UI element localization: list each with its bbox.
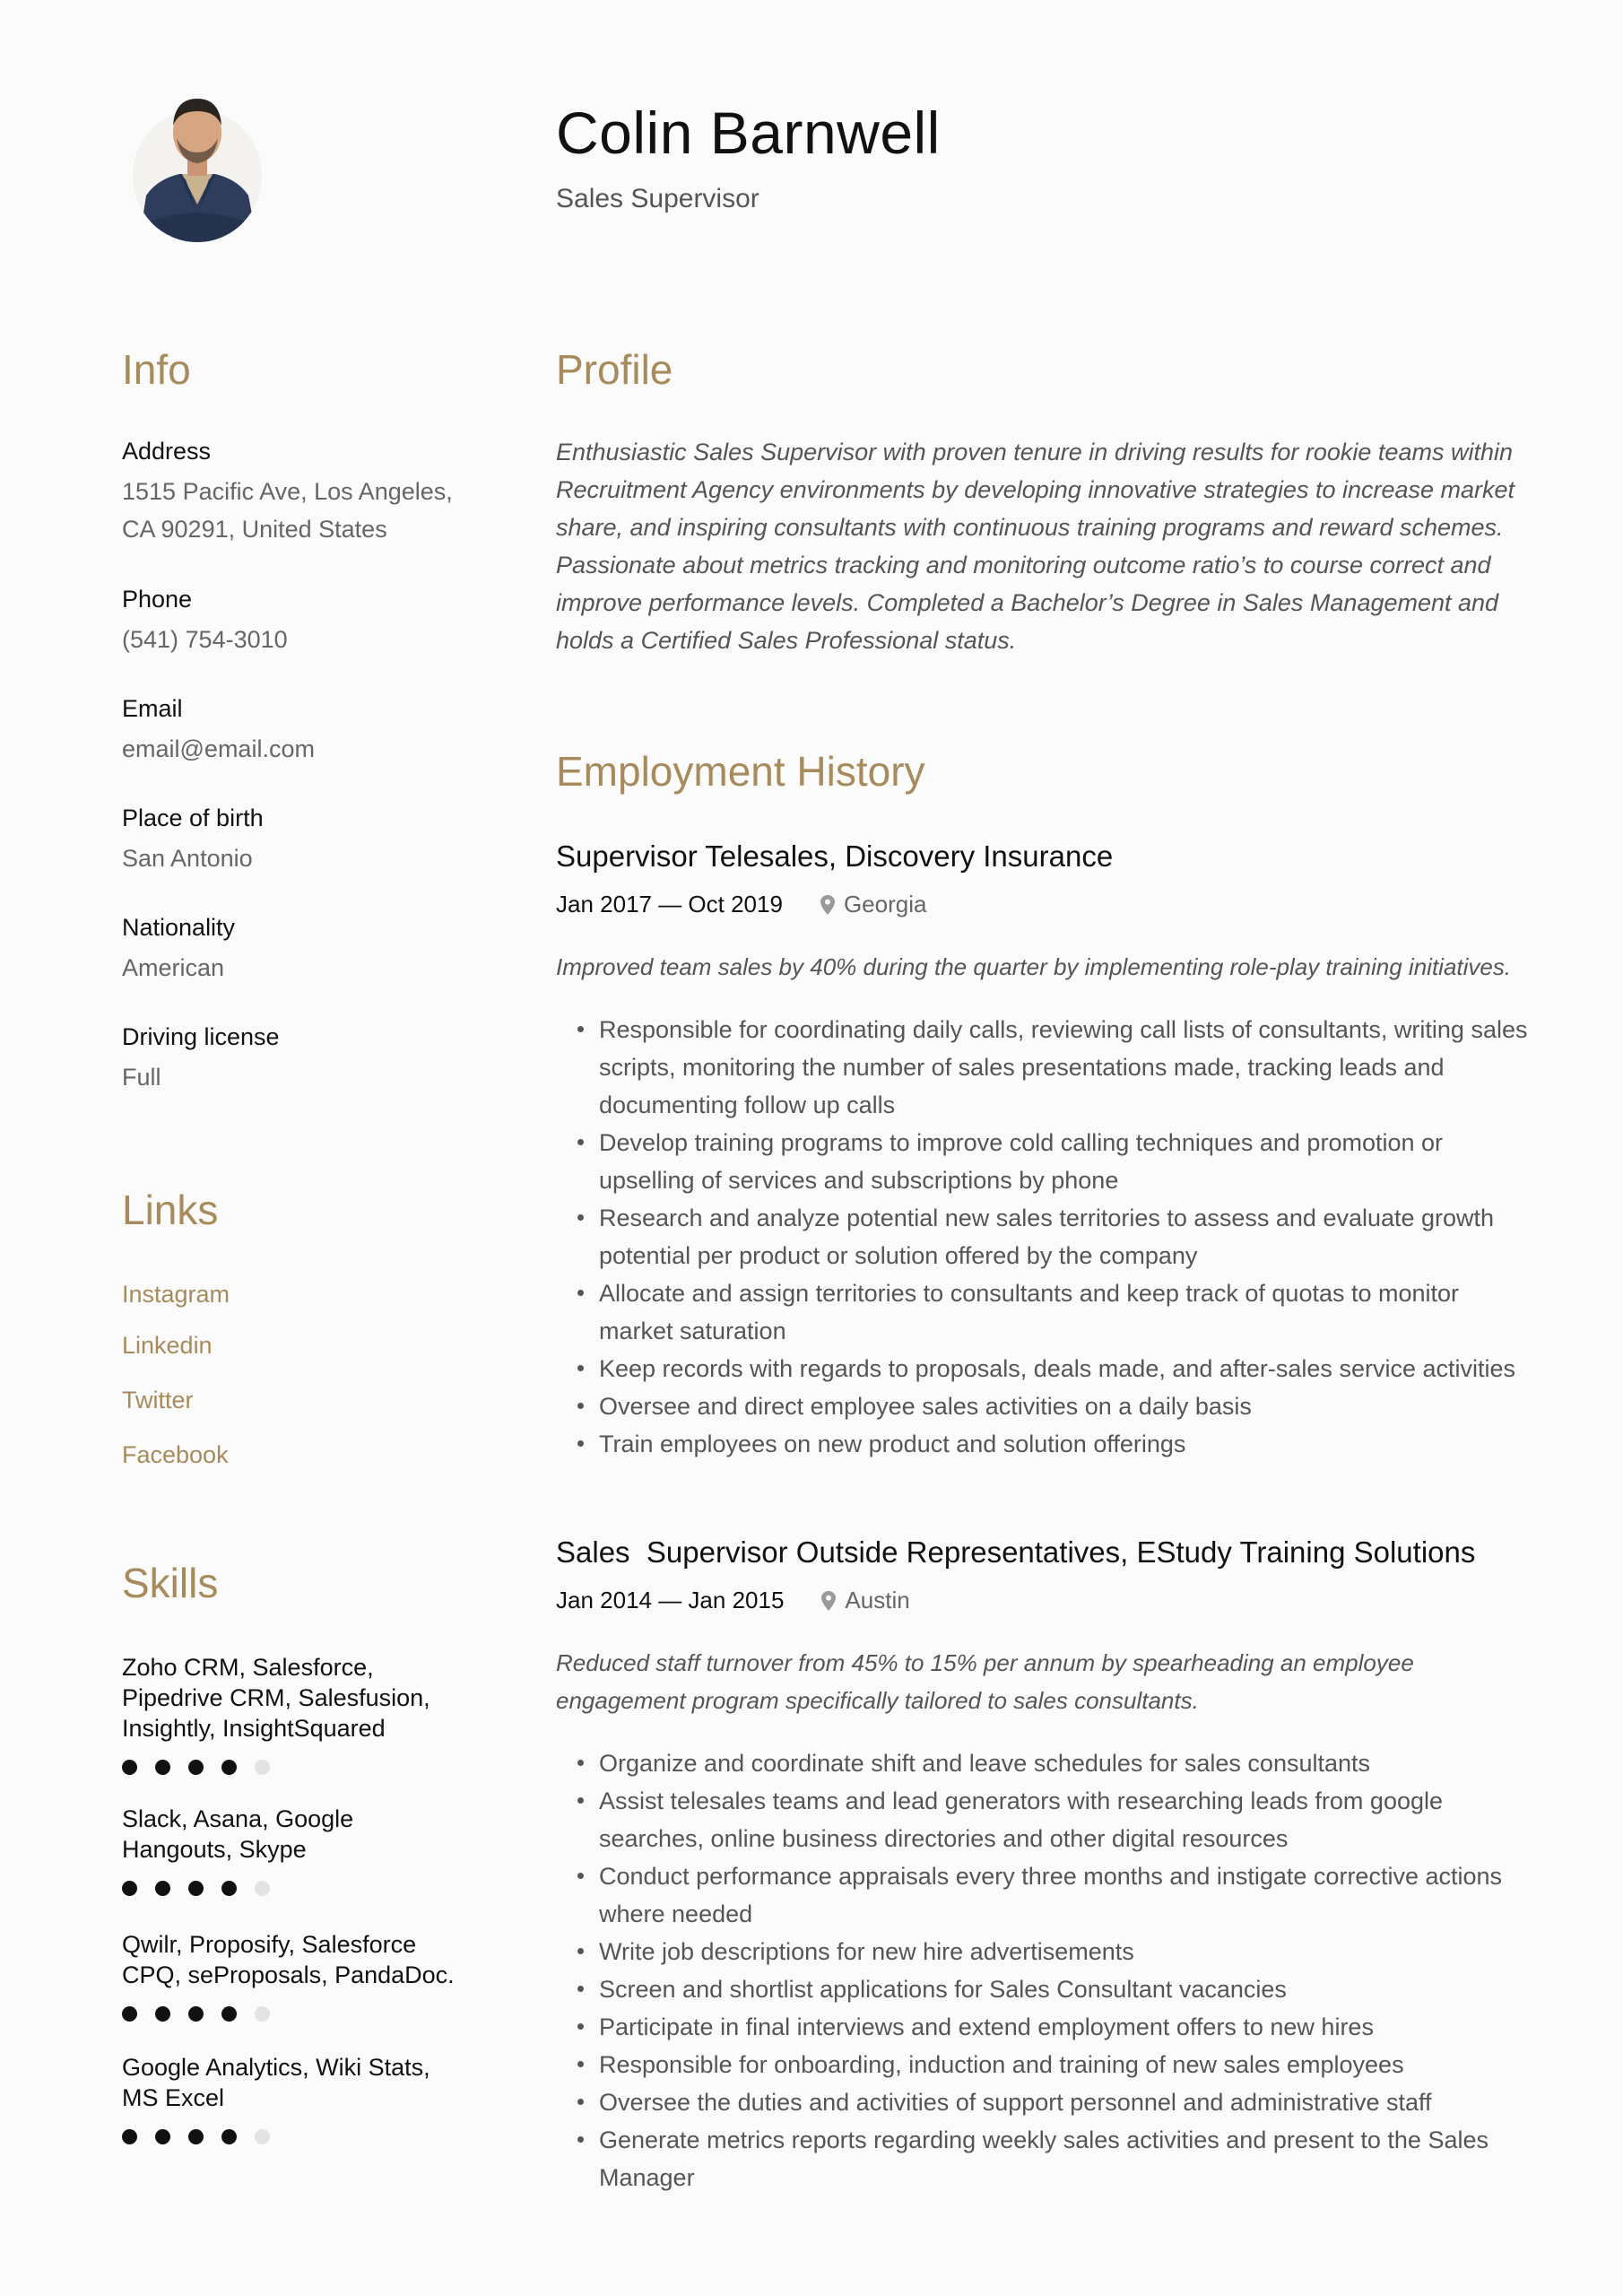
skill-level — [122, 2006, 463, 2022]
email-label: Email — [122, 695, 183, 722]
skill-dot-empty — [255, 2129, 270, 2144]
address-label: Address — [122, 438, 212, 465]
skill-dot-filled — [221, 1881, 237, 1896]
links-heading: Links — [122, 1187, 219, 1233]
list-item: Responsible for onboarding, induction and training of new sales employees — [556, 2046, 1533, 2083]
job-location-text: Georgia — [843, 891, 927, 918]
list-item: Research and analyze potential new sales territories to assess and evaluate growth potential per product or solution offered by the company — [556, 1199, 1533, 1274]
job-location-text: Austin — [845, 1587, 910, 1613]
skill-name-line: Zoho CRM, Salesforce, — [122, 1654, 374, 1681]
link-instagram[interactable]: Instagram — [122, 1281, 230, 1308]
skill-dot-filled — [221, 1760, 237, 1775]
job-summary: Reduced staff turnover from 45% to 15% per annum by spearheading an employee engagement program specifically tailored to sales consultants. — [556, 1649, 1414, 1714]
candidate-name: Colin Barnwell — [556, 100, 941, 166]
birth-label: Place of birth — [122, 804, 264, 831]
skill-level — [122, 1881, 463, 1896]
list-item: Develop training programs to improve cold calling techniques and promotion or upselling of services and subscriptions by phone — [556, 1124, 1533, 1199]
list-item: Write job descriptions for new hire advertisements — [556, 1933, 1533, 1970]
job-location — [821, 1587, 909, 1614]
skill-level — [122, 2129, 463, 2144]
skill-dot-filled — [122, 2129, 137, 2144]
location-pin-icon — [820, 895, 835, 915]
nationality-label: Nationality — [122, 914, 236, 941]
skill-item — [122, 2052, 463, 2144]
link-facebook[interactable]: Facebook — [122, 1441, 229, 1468]
list-item: Conduct performance appraisals every three months and instigate corrective actions where needed — [556, 1857, 1533, 1933]
profile-photo — [130, 79, 265, 242]
birth-value: San Antonio — [122, 845, 253, 872]
license-value: Full — [122, 1064, 161, 1091]
skill-name-line: Qwilr, Proposify, Salesforce — [122, 1931, 417, 1958]
link-linkedin[interactable]: Linkedin — [122, 1332, 213, 1359]
skill-dot-filled — [122, 1881, 137, 1896]
list-item: Keep records with regards to proposals, deals made, and after-sales service activities — [556, 1350, 1533, 1387]
skill-dot-filled — [188, 2006, 204, 2022]
job-dates: Jan 2017 — Oct 2019 — [556, 891, 783, 918]
phone-value: (541) 754-3010 — [122, 626, 288, 653]
skill-name-line: Slack, Asana, Google — [122, 1805, 354, 1832]
skill-dot-filled — [155, 1881, 170, 1896]
job-bullets — [556, 1011, 1533, 1463]
phone-label: Phone — [122, 586, 193, 613]
skill-dot-filled — [188, 1881, 204, 1896]
skill-level — [122, 1760, 463, 1775]
employment-heading: Employment History — [556, 748, 925, 795]
skill-dot-empty — [255, 1760, 270, 1775]
job-bullets — [556, 1744, 1533, 2196]
email-value[interactable]: email@email.com — [122, 735, 315, 762]
job-meta — [556, 891, 926, 918]
list-item: Organize and coordinate shift and leave schedules for sales consultants — [556, 1744, 1533, 1782]
link-twitter[interactable]: Twitter — [122, 1387, 194, 1413]
candidate-title: Sales Supervisor — [556, 184, 759, 213]
job-summary: Improved team sales by 40% during the quarter by implementing role-play training initiatives. — [556, 953, 1512, 980]
skill-dot-filled — [155, 2129, 170, 2144]
list-item: Generate metrics reports regarding weekly sales activities and present to the Sales Manager — [556, 2121, 1533, 2196]
address-line2: CA 90291, United States — [122, 516, 387, 543]
skill-dot-empty — [255, 2006, 270, 2022]
job-meta — [556, 1587, 910, 1614]
skill-name-line: Insightly, InsightSquared — [122, 1715, 386, 1742]
list-item: Responsible for coordinating daily calls, reviewing call lists of consultants, writing sales scripts, monitoring the number of sales presentations made, tracking leads and documenting follow up calls — [556, 1011, 1533, 1124]
skill-dot-filled — [188, 2129, 204, 2144]
location-pin-icon — [821, 1591, 836, 1611]
skill-dot-filled — [188, 1760, 204, 1775]
skill-name-line: Google Analytics, Wiki Stats, — [122, 2054, 430, 2081]
profile-text: Enthusiastic Sales Supervisor with proven tenure in driving results for rookie teams within Recruitment Agency environments by developing innovative strategies to increase market share, and inspiring consultants with continuous training programs and reward schemes. Passionate about metrics tracking and monitoring outcome ratio’s to course correct and improve performance levels. Completed a Bachelor’s Degree in Sales Management and holds a Certified Sales Professional status. — [556, 439, 1515, 654]
job-dates: Jan 2014 — Jan 2015 — [556, 1587, 785, 1613]
nationality-value: American — [122, 954, 225, 981]
skill-item — [122, 1929, 463, 2022]
info-heading: Info — [122, 346, 191, 393]
skills-heading: Skills — [122, 1560, 219, 1606]
list-item: Participate in final interviews and extend employment offers to new hires — [556, 2008, 1533, 2046]
license-block — [122, 1023, 481, 1096]
skill-dot-filled — [155, 2006, 170, 2022]
job-location — [820, 891, 927, 918]
skill-name-line: MS Excel — [122, 2084, 225, 2111]
skill-dot-filled — [221, 2006, 237, 2022]
address-block — [122, 438, 481, 548]
job-title: Supervisor Telesales, Discovery Insurance — [556, 839, 1114, 873]
list-item: Oversee and direct employee sales activities on a daily basis — [556, 1387, 1533, 1425]
job-title: Sales Supervisor Outside Representatives, EStudy Training Solutions — [556, 1535, 1476, 1569]
skill-dot-filled — [221, 2129, 237, 2144]
skill-dot-filled — [155, 1760, 170, 1775]
birth-block — [122, 804, 481, 877]
skill-item — [122, 1652, 463, 1775]
phone-block — [122, 586, 481, 658]
list-item: Train employees on new product and solution offerings — [556, 1425, 1533, 1463]
license-label: Driving license — [122, 1023, 280, 1050]
skill-dot-filled — [122, 1760, 137, 1775]
list-item: Assist telesales teams and lead generators with researching leads from google searches, online business directories and other digital resources — [556, 1782, 1533, 1857]
address-line1: 1515 Pacific Ave, Los Angeles, — [122, 478, 453, 505]
skill-item — [122, 1804, 463, 1896]
skill-name-line: Pipedrive CRM, Salesfusion, — [122, 1684, 430, 1711]
profile-heading: Profile — [556, 346, 673, 393]
skill-dot-filled — [122, 2006, 137, 2022]
nationality-block — [122, 914, 481, 987]
skill-name-line: Hangouts, Skype — [122, 1836, 307, 1863]
list-item: Screen and shortlist applications for Sales Consultant vacancies — [556, 1970, 1533, 2008]
list-item: Oversee the duties and activities of support personnel and administrative staff — [556, 2083, 1533, 2121]
skill-dot-empty — [255, 1881, 270, 1896]
list-item: Allocate and assign territories to consultants and keep track of quotas to monitor market saturation — [556, 1274, 1533, 1350]
email-block — [122, 695, 481, 768]
skill-name-line: CPQ, seProposals, PandaDoc. — [122, 1961, 455, 1988]
